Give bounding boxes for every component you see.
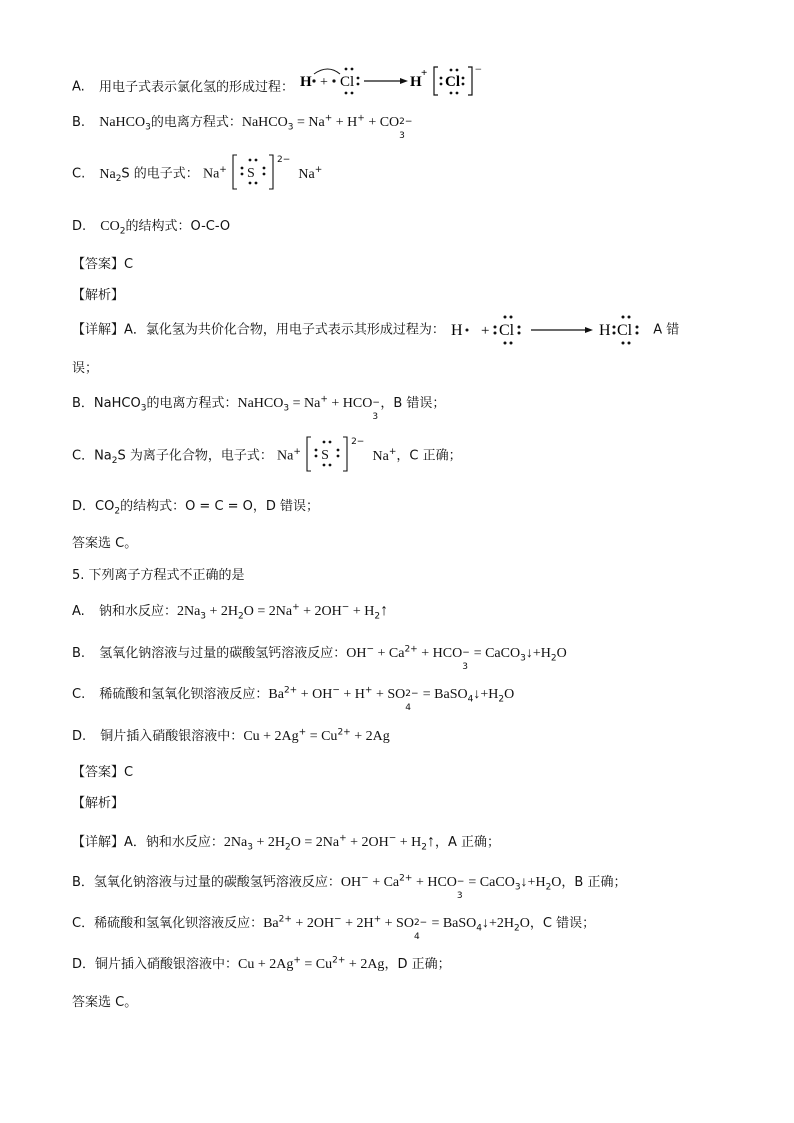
h-symbol: H — [300, 74, 312, 90]
equation: + SO — [372, 687, 406, 702]
option-text: 用电子式表示氯化氢的形成过程： — [98, 79, 294, 95]
detail-text: D．铜片插入硝酸银溶液中： — [72, 957, 239, 972]
equation: Cu + 2Ag — [238, 957, 294, 972]
superscript: − — [366, 644, 374, 655]
superscript: + — [314, 165, 323, 176]
detail-text: C．稀硫酸和氢氧化钡溶液反应： — [72, 916, 264, 931]
detail-text: 的电离方程式： — [146, 396, 238, 411]
superscript: − — [332, 685, 340, 696]
equation: O — [551, 875, 562, 890]
plus-sign: + — [320, 75, 328, 90]
na-symbol: Na — [372, 448, 389, 464]
right-bracket — [468, 67, 472, 95]
subscript: 2 — [238, 611, 244, 622]
equation: = CaCO — [464, 875, 515, 890]
superscript: + — [324, 113, 333, 124]
subscript: 3 — [283, 403, 290, 414]
option-label: D. — [72, 219, 87, 234]
superscript: 2+ — [399, 873, 413, 884]
svg-text:+: + — [481, 323, 490, 339]
equation: Cu + 2Ag — [243, 729, 299, 744]
subscript: 2 — [115, 174, 122, 185]
superscript: + — [388, 447, 397, 458]
subscript: 3 — [520, 653, 526, 664]
q4-detail-a-cont: 误； — [72, 361, 99, 376]
equation: = Cu — [306, 729, 338, 744]
q5-final: 答案选 C。 — [72, 995, 138, 1010]
subscript: 2 — [374, 611, 381, 622]
q4-detail-a — [72, 320, 679, 341]
superscript: + — [298, 727, 307, 738]
equation: + HCO — [327, 396, 373, 411]
q5-detail-d — [72, 955, 451, 975]
svg-text:−: − — [475, 64, 482, 76]
subscript: 2 — [514, 923, 520, 934]
s-electron-bracket — [305, 446, 351, 466]
svg-text:H: H — [410, 74, 422, 90]
detail-text: C．Na — [72, 448, 112, 464]
superscript: − — [388, 833, 397, 844]
subscript: 2 — [550, 653, 557, 664]
formula: CO — [100, 219, 120, 234]
q5-option-a — [72, 601, 388, 622]
superscript: + — [320, 394, 328, 405]
equation: = BaSO — [427, 916, 477, 931]
q4-detail-b: B．NaHCO$_3$的电离方程式：NaHCO$_3$ = Na+ + HCO − 3 ，B 错误； — [72, 394, 446, 422]
detail-text: 【详解】A．氯化氢为共价化合物，用电子式表示其形成过程为： — [72, 322, 445, 338]
superscript: − — [341, 602, 350, 613]
q5-detail-c: C．稀硫酸和氢氧化钡溶液反应：$Ba^{2+} + 2OH^- + 2H^+$ + SO 2− 4 = $BaSO_4↓+2H_2O$，C 错误； — [72, 914, 596, 942]
hcl-formation-diagram — [298, 64, 508, 98]
hcl-formation-detail — [449, 320, 649, 340]
superscript: 2+ — [278, 914, 292, 925]
subscript: 3 — [140, 403, 147, 414]
equation: O = 2Na — [243, 604, 293, 619]
superscript: 2+ — [332, 955, 346, 966]
option-label: A. — [72, 79, 85, 95]
svg-text:H: H — [599, 322, 611, 339]
na-symbol: Na — [277, 448, 294, 464]
subscript: 2 — [421, 842, 428, 853]
subscript: 2 — [284, 842, 291, 853]
subscript: 3 — [287, 122, 294, 133]
detail-text: D．CO — [72, 499, 115, 514]
q5-analysis: 【解析】 — [72, 796, 125, 811]
subscript: 2 — [545, 882, 552, 893]
detail-text: ，B 错误； — [380, 396, 446, 411]
option-text: 钠和水反应： — [98, 604, 177, 619]
equation: O — [519, 916, 530, 931]
svg-text:Cl: Cl — [617, 322, 633, 339]
detail-text: ，C 正确； — [396, 448, 462, 464]
option-text: 稀硫酸和氢氧化钡溶液反应： — [99, 687, 269, 702]
q5-answer: 【答案】C — [72, 765, 134, 780]
equation: + H — [332, 115, 358, 130]
detail-text: S 为离子化合物，电子式： — [117, 448, 273, 464]
equation: ↓+2H — [482, 916, 515, 931]
q4-option-d — [72, 217, 230, 237]
q5-detail-b: B．氢氧化钠溶液与过量的碳酸氢钙溶液反应：$OH^- + Ca^{2+}$ + HCO − 3 = $CaCO_3↓+H_2O$，B 正确； — [72, 873, 627, 901]
detail-text: ，A 正确； — [435, 835, 501, 850]
q4-option-c — [72, 155, 323, 185]
charge: 2− — [276, 155, 291, 166]
s-electron-bracket — [231, 164, 277, 184]
detail-text: A 错 — [653, 322, 680, 338]
hcl-covalent-diagram — [449, 311, 649, 347]
subscript: 4 — [476, 923, 483, 934]
equation: + 2Ag — [345, 957, 385, 972]
superscript: − — [334, 914, 342, 925]
q4-answer: 【答案】C — [72, 257, 134, 272]
equation: OH — [346, 646, 367, 661]
q4-option-a — [72, 64, 508, 102]
equation: ↓+H — [525, 646, 551, 661]
subscript: 2 — [111, 456, 118, 467]
q5-detail-a — [72, 832, 500, 853]
superscript: + — [364, 685, 373, 696]
equation: + 2H — [206, 604, 239, 619]
cl-symbol: Cl — [340, 74, 355, 90]
equation: + 2H — [341, 916, 374, 931]
option-label: C. — [72, 166, 86, 182]
option-text: 的电离方程式： — [150, 115, 242, 130]
superscript: + — [357, 113, 365, 124]
equation: Ba — [268, 687, 284, 702]
detail-text: B．氢氧化钠溶液与过量的碳酸氢钙溶液反应： — [72, 875, 341, 890]
equation: + SO — [381, 916, 414, 931]
formula: NaHCO — [99, 115, 146, 130]
superscript: − — [361, 873, 369, 884]
superscript: + — [293, 447, 301, 458]
equation: + 2H — [252, 835, 285, 850]
gas-arrow: ↑ — [427, 833, 436, 850]
equation: O — [556, 646, 567, 661]
svg-text:Cl: Cl — [499, 322, 515, 339]
na-symbol: Na — [202, 166, 220, 182]
subscript: 2 — [114, 506, 121, 517]
q5-option-b: B. 氢氧化钠溶液与过量的碳酸氢钙溶液反应：$OH^- + Ca^{2+}$ + HCO − 3 = $CaCO_3↓+H_2O$ — [72, 644, 567, 672]
subscript: 3 — [200, 611, 207, 622]
superscript: + — [292, 602, 300, 613]
option-text: S 的电子式： — [121, 166, 199, 182]
charge: 2− — [351, 437, 365, 448]
equation: + CO — [364, 115, 400, 130]
superscript: + — [293, 955, 301, 966]
equation: = Na — [289, 396, 321, 411]
equation: ↓+H — [473, 687, 499, 702]
superscript: + — [373, 914, 382, 925]
equation: 2Na — [223, 835, 248, 850]
s-symbol: S — [246, 166, 255, 181]
detail-text: B．NaHCO — [72, 396, 141, 411]
detail-text: ，B 正确； — [561, 875, 627, 890]
q4-final: 答案选 C。 — [72, 536, 138, 551]
subscript: 3 — [145, 122, 151, 133]
option-text: 铜片插入硝酸银溶液中： — [100, 729, 244, 744]
equation: + HCO — [412, 875, 457, 890]
equation: + 2Ag — [350, 729, 390, 744]
detail-text: 的结构式：O = C = O，D 错误； — [120, 499, 320, 514]
superscript: + — [339, 833, 347, 844]
subscript: 2 — [119, 226, 126, 237]
equation: OH — [340, 875, 362, 890]
q4-option-b: B. NaHCO$_3$的电离方程式：NaHCO$_3$ = Na+ + H+ + CO 2− 3 — [72, 113, 413, 141]
subscript: 4 — [467, 694, 474, 705]
detail-text: ，D 正确； — [384, 957, 451, 972]
svg-text:+: + — [421, 67, 428, 79]
equation: + H — [396, 835, 422, 850]
superscript: 2+ — [337, 727, 351, 738]
equation: Ba — [263, 916, 279, 931]
equation: + H — [339, 687, 365, 702]
equation: = BaSO — [419, 687, 468, 702]
option-label: A. — [72, 604, 85, 619]
q4-analysis: 【解析】 — [72, 288, 125, 303]
equation: + Ca — [374, 646, 405, 661]
svg-text:H: H — [451, 322, 463, 339]
equation: 2Na — [176, 604, 201, 619]
option-label: B. — [72, 646, 86, 661]
q5-stem: 5. 下列离子方程式不正确的是 — [72, 568, 245, 583]
equation: + 2OH — [291, 916, 335, 931]
svg-text:Cl: Cl — [445, 74, 461, 90]
q5-option-d — [72, 727, 390, 747]
q4-detail-c — [72, 437, 462, 467]
equation: O = 2Na — [290, 835, 340, 850]
subscript: 3 — [514, 882, 521, 893]
curved-arrow — [314, 69, 340, 74]
electron-dot — [312, 79, 315, 82]
formula: Na — [99, 166, 116, 182]
electron-formula-hcl-formation — [298, 64, 508, 102]
equation: + 2OH — [346, 835, 389, 850]
equation: + Ca — [368, 875, 400, 890]
q4-detail-d — [72, 497, 319, 517]
left-bracket — [434, 67, 438, 95]
equation: + 2OH — [299, 604, 342, 619]
superscript: + — [219, 165, 227, 176]
option-label: C. — [72, 687, 86, 702]
detail-text: ，C 错误； — [529, 916, 596, 931]
na-symbol: Na — [298, 166, 315, 182]
gas-arrow: ↑ — [380, 602, 389, 619]
option-text: 氢氧化钠溶液与过量的碳酸氢钙溶液反应： — [99, 646, 347, 661]
option-label: D. — [72, 729, 87, 744]
superscript: 2+ — [404, 644, 418, 655]
equation: + H — [349, 604, 375, 619]
q5-option-c: C. 稀硫酸和氢氧化钡溶液反应：$Ba^{2+} + OH^- + H^+$ + SO 2− 4 = $BaSO_4↓+H_2O$ — [72, 685, 515, 713]
option-text: 的结构式：O-C-O — [125, 219, 231, 234]
equation: NaHCO — [237, 396, 284, 411]
superscript: 2+ — [283, 685, 298, 696]
equation: ↓+H — [520, 875, 546, 890]
equation: + OH — [297, 687, 333, 702]
option-label: B. — [72, 115, 86, 130]
equation: = Cu — [300, 957, 333, 972]
equation: O — [504, 687, 515, 702]
s-symbol: S — [321, 448, 329, 463]
equation: = CaCO — [470, 646, 521, 661]
equation: NaHCO — [241, 115, 288, 130]
equation: = Na — [293, 115, 325, 130]
detail-text: 【详解】A．钠和水反应： — [72, 835, 224, 850]
subscript: 2 — [498, 694, 505, 705]
subscript: 3 — [247, 842, 253, 853]
equation: + HCO — [417, 646, 463, 661]
